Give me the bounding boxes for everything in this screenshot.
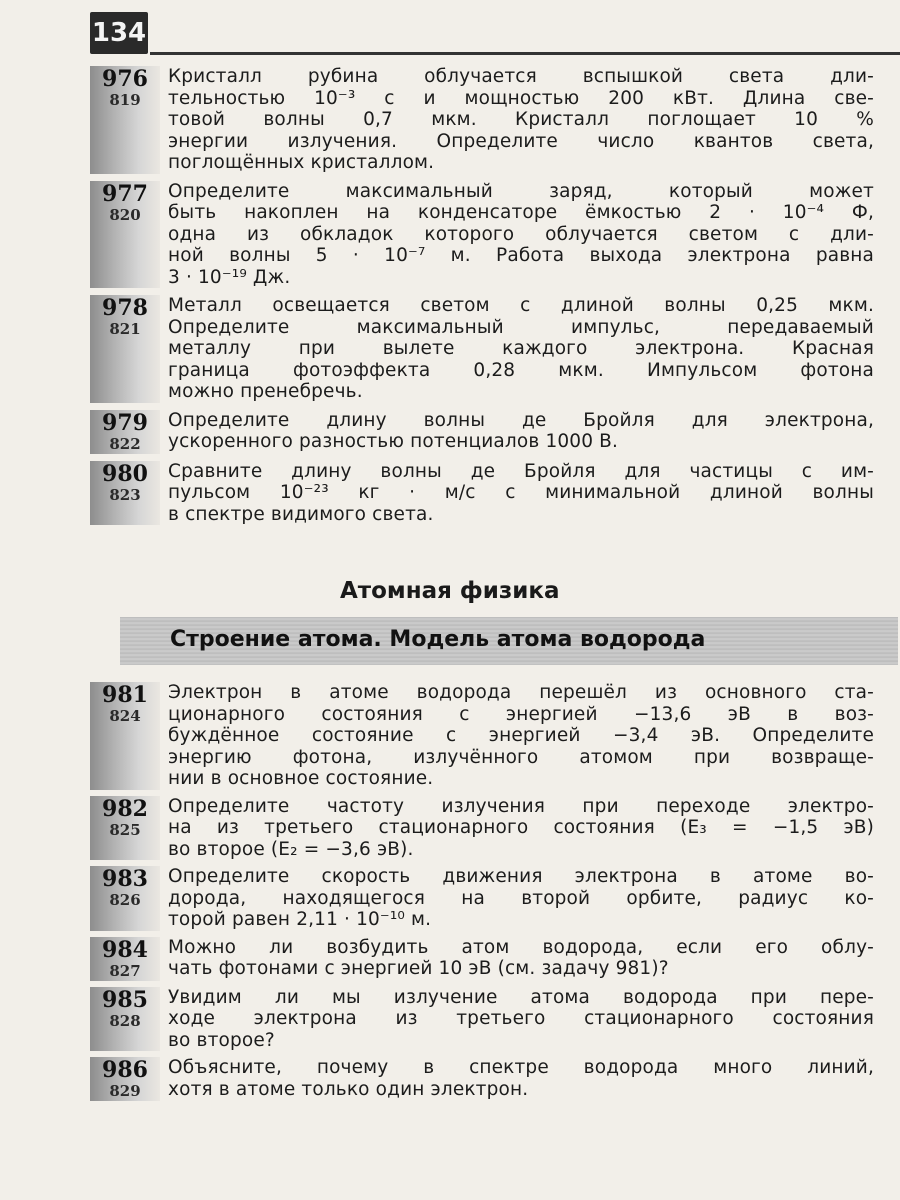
problem-text bbox=[160, 1057, 880, 1100]
problem-number: 978 bbox=[102, 295, 148, 321]
problem-text-line: во второе? bbox=[168, 1029, 275, 1051]
problem-text-line: ходе электрона из третьего стационарного состояния bbox=[168, 1008, 874, 1029]
problem-alt-number: 824 bbox=[109, 707, 141, 725]
problem-text-line: в спектре видимого света. bbox=[168, 503, 434, 525]
problem-text-line: одна из обкладок которого облучается светом с дли- bbox=[168, 223, 874, 245]
problem-text-line: ной волны 5 · 10⁻⁷ м. Работа выхода электрона равна bbox=[168, 245, 874, 266]
problem-979 bbox=[90, 410, 880, 454]
problem-980 bbox=[90, 461, 880, 526]
problem-alt-number: 827 bbox=[109, 961, 141, 980]
problem-alt-number: 828 bbox=[109, 1011, 141, 1030]
problem-text-line: 3 · 10⁻¹⁹ Дж. bbox=[168, 266, 291, 288]
problem-982 bbox=[90, 796, 880, 861]
problem-983 bbox=[90, 866, 880, 931]
problem-number: 984 bbox=[102, 936, 148, 963]
problem-text-line: Определите максимальный заряд, который может bbox=[168, 180, 874, 202]
problem-text-line: пульсом 10⁻²³ кг · м/с с минимальной длиной волны bbox=[168, 482, 874, 503]
problem-number-column bbox=[90, 410, 160, 454]
problem-number-column bbox=[90, 796, 160, 861]
problem-number-column bbox=[90, 66, 160, 174]
problem-text-line: торой равен 2,11 · 10⁻¹⁰ м. bbox=[168, 909, 432, 930]
problem-text-line: энергию фотона, излучённого атомом при возвраще- bbox=[168, 746, 874, 768]
problem-text-line: во второе (E₂ = −3,6 эВ). bbox=[168, 838, 414, 860]
problem-text-line: Определите максимальный импульс, передаваемый bbox=[168, 316, 874, 338]
page-number: 134 bbox=[90, 12, 148, 54]
problem-alt-number: 826 bbox=[109, 891, 141, 909]
problem-text-line: Увидим ли мы излучение атома водорода при пере- bbox=[168, 986, 874, 1008]
problem-number: 976 bbox=[102, 66, 148, 92]
problem-number: 979 bbox=[102, 409, 148, 436]
problem-number: 982 bbox=[102, 795, 148, 822]
problem-976 bbox=[90, 66, 880, 174]
problem-text bbox=[160, 410, 880, 453]
problem-text-line: металлу при вылете каждого электрона. Красная bbox=[168, 338, 874, 359]
problem-number: 983 bbox=[102, 866, 148, 892]
section-title: Атомная физика bbox=[340, 578, 560, 604]
problem-number: 986 bbox=[102, 1057, 148, 1083]
subsection-title: Строение атома. Модель атома водорода bbox=[170, 627, 706, 652]
problem-alt-number: 825 bbox=[109, 820, 141, 839]
problem-number: 981 bbox=[102, 682, 148, 708]
problem-number-column bbox=[90, 295, 160, 403]
problem-text-line: Сравните длину волны де Бройля для частицы с им- bbox=[168, 460, 874, 482]
problem-alt-number: 820 bbox=[109, 205, 141, 224]
problem-number-column bbox=[90, 987, 160, 1052]
problem-984 bbox=[90, 937, 880, 981]
problem-text-line: Определите частоту излучения при переходе электро- bbox=[168, 795, 874, 817]
problem-text-line: дорода, находящегося на второй орбите, радиус ко- bbox=[168, 887, 874, 909]
problem-number-column bbox=[90, 682, 160, 790]
problem-list-atom bbox=[90, 682, 880, 1101]
problem-text-line: Металл освещается светом с длиной волны 0,25 мкм. bbox=[168, 295, 874, 316]
problem-number-column bbox=[90, 181, 160, 289]
problem-text-line: Электрон в атоме водорода перешёл из основного ста- bbox=[168, 682, 874, 703]
problem-number-column bbox=[90, 1057, 160, 1101]
page-header bbox=[0, 0, 900, 60]
problem-text-line: тельностью 10⁻³ с и мощностью 200 кВт. Длина све- bbox=[168, 87, 874, 109]
problem-alt-number: 822 bbox=[109, 434, 141, 453]
problem-text-line: ускоренного разностью потенциалов 1000 В. bbox=[168, 431, 619, 452]
problem-text-line: энергии излучения. Определите число квантов света, bbox=[168, 130, 874, 152]
problem-alt-number: 821 bbox=[109, 320, 141, 338]
problem-alt-number: 823 bbox=[109, 485, 141, 504]
problem-alt-number: 819 bbox=[109, 91, 141, 109]
problem-text-line: буждённое состояние с энергией −3,4 эВ. Определите bbox=[168, 725, 874, 746]
problem-text bbox=[160, 987, 880, 1052]
problem-978 bbox=[90, 295, 880, 403]
problem-text-line: товой волны 0,7 мкм. Кристалл поглощает 10 % bbox=[168, 109, 874, 130]
problem-981 bbox=[90, 682, 880, 790]
problem-number: 985 bbox=[102, 986, 148, 1013]
problem-text-line: граница фотоэффекта 0,28 мкм. Импульсом фотона bbox=[168, 359, 874, 381]
problem-text bbox=[160, 682, 880, 790]
problem-text-line: можно пренебречь. bbox=[168, 381, 363, 402]
problem-text-line: Можно ли возбудить атом водорода, если его облу- bbox=[168, 936, 874, 958]
problem-text-line: хотя в атоме только один электрон. bbox=[168, 1078, 529, 1100]
problem-977 bbox=[90, 181, 880, 289]
problem-text-line: Кристалл рубина облучается вспышкой света дли- bbox=[168, 66, 874, 87]
problem-text-line: на из третьего стационарного состояния (E₃ = −1,5 эВ) bbox=[168, 817, 874, 838]
problem-text bbox=[160, 796, 880, 861]
problem-text bbox=[160, 937, 880, 980]
problem-text-line: нии в основное состояние. bbox=[168, 768, 434, 789]
problem-text bbox=[160, 181, 880, 289]
header-rule bbox=[150, 52, 900, 55]
problem-number-column bbox=[90, 866, 160, 931]
problem-alt-number: 829 bbox=[109, 1082, 141, 1100]
problem-text-line: чать фотонами с энергией 10 эВ (см. задачу 981)? bbox=[168, 958, 669, 979]
problem-text-line: Объясните, почему в спектре водорода много линий, bbox=[168, 1057, 874, 1078]
problem-text bbox=[160, 66, 880, 174]
problem-text-line: быть накоплен на конденсаторе ёмкостью 2 · 10⁻⁴ Ф, bbox=[168, 202, 874, 223]
problem-985 bbox=[90, 987, 880, 1052]
problem-number: 977 bbox=[102, 180, 148, 207]
problem-text-line: поглощённых кристаллом. bbox=[168, 152, 435, 173]
problem-text bbox=[160, 461, 880, 526]
problem-list-photoeffect bbox=[90, 66, 880, 525]
problem-text-line: Определите длину волны де Бройля для электрона, bbox=[168, 409, 874, 431]
problem-number: 980 bbox=[102, 460, 148, 487]
problem-text bbox=[160, 295, 880, 403]
problem-number-column bbox=[90, 937, 160, 981]
problem-number-column bbox=[90, 461, 160, 526]
problem-986 bbox=[90, 1057, 880, 1101]
problem-text-line: Определите скорость движения электрона в атоме во- bbox=[168, 866, 874, 887]
problem-text bbox=[160, 866, 880, 931]
problem-text-line: ционарного состояния с энергией −13,6 эВ в воз- bbox=[168, 703, 874, 725]
